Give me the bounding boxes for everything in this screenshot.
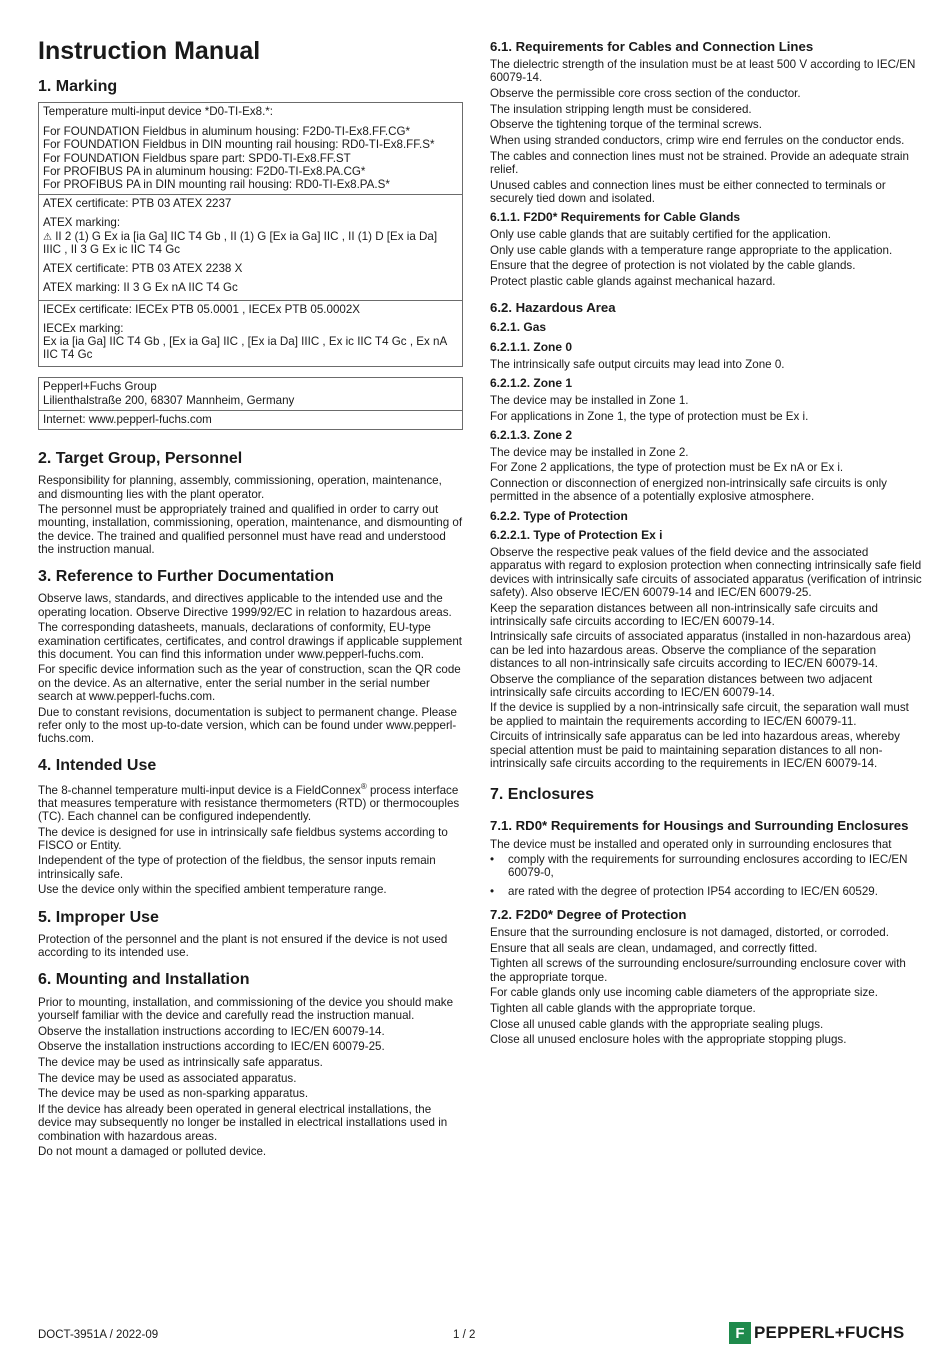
page-number: 1 / 2	[453, 1329, 476, 1341]
section-enclosures-heading: 7. Enclosures	[490, 785, 595, 803]
paragraph: For Zone 2 applications, the type of protection must be Ex nA or Ex i.	[490, 461, 844, 475]
section-degree-of-protection-heading: 7.2. F2D0* Degree of Protection	[490, 906, 687, 922]
paragraph: If the device is supplied by a non-intrinsically safe circuit, the separation wall must be applied to maintain the requirements according to IEC/EN 60079-11.	[490, 701, 909, 728]
paragraph: Observe the permissible core cross section of the conductor.	[490, 87, 801, 101]
paragraph: The dielectric strength of the insulation must be at least 500 V according to IEC/EN 60079-14.	[490, 58, 916, 85]
paragraph: Close all unused cable glands with the appropriate sealing plugs.	[490, 1017, 824, 1031]
atex-certificate-2: ATEX certificate: PTB 03 ATEX 2238 X	[43, 262, 243, 276]
section-hazardous-area-heading: 6.2. Hazardous Area	[490, 300, 616, 316]
section-cables-heading: 6.1. Requirements for Cables and Connection Lines	[490, 39, 814, 54]
paragraph: Responsibility for planning, assembly, commissioning, operation, maintenance, and dismounting lies with the plant operator.	[38, 474, 442, 501]
marking-cell-devices	[39, 103, 462, 194]
marking-table	[38, 102, 463, 367]
paragraph: Tighten all screws of the surrounding enclosure/surrounding enclosure cover with the appropriate torque.	[490, 957, 906, 984]
paragraph: Observe the compliance of the separation distances between two adjacent intrinsically safe circuits according to IEC/EN 60079-14.	[490, 672, 873, 699]
paragraph: The device may be used as non-sparking apparatus.	[38, 1087, 309, 1101]
ex-mark-icon: ⚠	[43, 231, 52, 243]
paragraph: The personnel must be appropriately trained and qualified in order to carry out mounting, installation, commissioning, operation, maintenance, and dismounting of the device. The trained and qualified personnel must have read and understood the instruction manual.	[38, 503, 463, 556]
paragraph: Use the device only within the specified ambient temperature range.	[38, 883, 387, 897]
paragraph: Close all unused enclosure holes with the appropriate stopping plugs.	[490, 1033, 847, 1047]
paragraph: The insulation stripping length must be considered.	[490, 102, 752, 116]
paragraph: Independent of the type of protection of the fieldbus, the sensor inputs remain intrinsically safe.	[38, 854, 436, 881]
paragraph: The device may be installed in Zone 1.	[490, 394, 689, 408]
enclosure-requirements-list	[490, 853, 922, 898]
device-line: For FOUNDATION Fieldbus in aluminum housing: F2D0-TI-Ex8.FF.CG*	[43, 125, 411, 139]
section-zone1-heading: 6.2.1.2. Zone 1	[490, 376, 573, 391]
paragraph: For applications in Zone 1, the type of protection must be Ex i.	[490, 409, 809, 423]
paragraph: Observe the installation instructions according to IEC/EN 60079-25.	[38, 1040, 385, 1054]
company-internet: Internet: www.pepperl-fuchs.com	[43, 412, 212, 426]
section-marking-heading: 1. Marking	[38, 77, 118, 95]
atex-marking-1: ⚠ II 2 (1) G Ex ia [ia Ga] IIC T4 Gb , II (1) G [Ex ia Ga] IIC , II (1) D [Ex ia Da] IIIC , II 3 G Ex ic IIC T4 Gc	[43, 229, 438, 256]
paragraph: For specific device information such as the year of construction, scan the QR code on the device. As an alternative, enter the serial number in the serial number search at www.pepperl-fuchs.com.	[38, 663, 461, 703]
document-title: Instruction Manual	[38, 37, 261, 65]
device-line: For FOUNDATION Fieldbus spare part: SPD0-TI-Ex8.FF.ST	[43, 151, 351, 165]
paragraph: The device may be used as associated apparatus.	[38, 1071, 297, 1085]
paragraph: When using stranded conductors, crimp wire end ferrules on the conductor ends.	[490, 134, 905, 148]
paragraph: The 8-channel temperature multi-input device is a FieldConnex® process interface that measures temperature with resistance thermometers (RTD) or thermocouples (TC). Each channel can be configured independently.	[38, 781, 460, 823]
paragraph: The device is designed for use in intrinsically safe fieldbus systems according to FISCO or Entity.	[38, 825, 448, 852]
paragraph: The device must be installed and operated only in surrounding enclosures that	[490, 837, 892, 851]
internet-cell	[39, 410, 462, 429]
section-mounting-heading: 6. Mounting and Installation	[38, 971, 250, 989]
paragraph: Ensure that the degree of protection is not violated by the cable glands.	[490, 259, 856, 273]
paragraph: The intrinsically safe output circuits may lead into Zone 0.	[490, 358, 785, 372]
paragraph: The device may be used as intrinsically safe apparatus.	[38, 1056, 323, 1070]
company-logo	[729, 1322, 904, 1344]
paragraph: Observe laws, standards, and directives applicable to the intended use and the operating location. Observe Directive 1999/92/EC in relation to hazardous areas.	[38, 592, 452, 619]
paragraph: Only use cable glands that are suitably certified for the application.	[490, 228, 831, 241]
address-cell	[39, 378, 462, 409]
paragraph: The corresponding datasheets, manuals, declarations of conformity, EU-type examination certificates, certificates, and control drawings if applicable supplement this document. You can find this information under www.pepperl-fuchs.com.	[38, 621, 463, 661]
paragraph: Only use cable glands with a temperature range appropriate to the application.	[490, 243, 893, 257]
section-housings-heading: 7.1. RD0* Requirements for Housings and Surrounding Enclosures	[490, 818, 909, 834]
atex-marking-2: ATEX marking: II 3 G Ex nA IIC T4 Gc	[43, 281, 238, 295]
section-cable-glands-heading: 6.1.1. F2D0* Requirements for Cable Glands	[490, 210, 741, 225]
paragraph: The cables and connection lines must not be strained. Provide an adequate strain relief.	[490, 149, 909, 177]
marking-cell-atex	[39, 194, 462, 299]
paragraph: Due to constant revisions, documentation is subject to permanent change. Please refer only to the most up-to-date version, which can be found under www.pepperl-fuchs.com.	[38, 705, 457, 745]
device-line: Temperature multi-input device *D0-TI-Ex8.*:	[43, 104, 274, 118]
paragraph: Keep the separation distances between all non-intrinsically safe circuits and intrinsically safe circuits according to IEC/EN 60079-14.	[490, 601, 878, 628]
marking-cell-iecex	[39, 300, 462, 367]
device-line: For PROFIBUS PA in aluminum housing: F2D0-TI-Ex8.PA.CG*	[43, 164, 366, 178]
section-type-of-protection-heading: 6.2.2. Type of Protection	[490, 508, 628, 523]
paragraph: Ensure that all seals are clean, undamaged, and correctly fitted.	[490, 941, 818, 955]
paragraph: Observe the respective peak values of the field device and the associated apparatus with regard to explosion protection when connecting intrinsically safe field devices with intrinsically safe circuits of associated apparatus (verification of intrinsic safety). Also observe IEC/EN 60079-14 and IEC/EN 60079-25.	[490, 546, 922, 599]
paragraph: Do not mount a damaged or polluted device.	[38, 1145, 267, 1159]
list-item: • comply with the requirements for surrounding enclosures according to IEC/EN 60079-0,	[490, 853, 908, 880]
document-code: DOCT-3951A / 2022-09	[38, 1329, 159, 1341]
section-improper-use-heading: 5. Improper Use	[38, 908, 159, 926]
section-zone2-heading: 6.2.1.3. Zone 2	[490, 427, 573, 442]
paragraph: Connection or disconnection of energized non-intrinsically safe circuits is only permitted in the absence of a potentially explosive atmosphere.	[490, 477, 887, 504]
paragraph: Prior to mounting, installation, and commissioning of the device you should make yourself familiar with the device and carefully read the instruction manual.	[38, 995, 454, 1022]
iecex-certificate: IECEx certificate: IECEx PTB 05.0001 , IECEx PTB 05.0002X	[43, 302, 361, 316]
address-table	[38, 377, 463, 430]
section-target-group-heading: 2. Target Group, Personnel	[38, 449, 243, 467]
left-column	[38, 36, 463, 1161]
device-line: For PROFIBUS PA in DIN mounting rail housing: RD0-TI-Ex8.PA.S*	[43, 177, 390, 191]
logo-mark-icon: F	[729, 1322, 751, 1344]
paragraph: Tighten all cable glands with the appropriate torque.	[490, 1002, 756, 1015]
atex-certificate-1: ATEX certificate: PTB 03 ATEX 2237	[43, 197, 232, 211]
list-item: • are rated with the degree of protection IP54 according to IEC/EN 60529.	[490, 884, 878, 898]
section-gas-heading: 6.2.1. Gas	[490, 320, 547, 335]
paragraph: For cable glands only use incoming cable diameters of the appropriate size.	[490, 986, 878, 1000]
paragraph: Intrinsically safe circuits of associated apparatus (installed in non-hazardous area) can be led into hazardous areas. Observe the compliance of the separation distances to all non-intrinsically safe circuits according to IEC/EN 60079-14.	[490, 630, 911, 670]
section-intended-use-heading: 4. Intended Use	[38, 757, 157, 775]
right-column	[490, 36, 922, 1049]
iecex-marking: Ex ia [ia Ga] IIC T4 Gb , [Ex ia Ga] IIC , [Ex ia Da] IIIC , Ex ic IIC T4 Gc , Ex nA IIC T4 Gc	[43, 334, 447, 362]
iecex-marking-label: IECEx marking:	[43, 321, 124, 335]
paragraph: Circuits of intrinsically safe apparatus can be led into hazardous areas, whereby special attention must be paid to maintaining separation distances to all non-intrinsically safe circuits according to the requirements in IEC/EN 60079-14.	[490, 730, 900, 770]
paragraph: Protection of the personnel and the plant is not ensured if the device is not used according to its intended use.	[38, 932, 448, 960]
company-street: Lilienthalstraße 200, 68307 Mannheim, Germany	[43, 393, 295, 407]
section-documentation-heading: 3. Reference to Further Documentation	[38, 568, 335, 586]
paragraph: Observe the installation instructions according to IEC/EN 60079-14.	[38, 1024, 385, 1038]
section-zone0-heading: 6.2.1.1. Zone 0	[490, 340, 573, 355]
paragraph: Unused cables and connection lines must be either connected to terminals or securely tied down and isolated.	[490, 178, 886, 205]
paragraph: If the device has already been operated in general electrical installations, the device may subsequently no longer be installed in electrical installations used in combination with hazardous areas.	[38, 1103, 448, 1143]
section-ex-i-heading: 6.2.2.1. Type of Protection Ex i	[490, 528, 663, 543]
atex-marking-label: ATEX marking:	[43, 216, 121, 230]
paragraph: Protect plastic cable glands against mechanical hazard.	[490, 275, 776, 289]
device-line: For FOUNDATION Fieldbus in DIN mounting rail housing: RD0-TI-Ex8.FF.S*	[43, 138, 435, 152]
paragraph: Observe the tightening torque of the terminal screws.	[490, 118, 762, 132]
paragraph: The device may be installed in Zone 2.	[490, 445, 689, 459]
logo-text: PEPPERL+FUCHS	[754, 1323, 905, 1342]
paragraph: Ensure that the surrounding enclosure is not damaged, distorted, or corroded.	[490, 925, 889, 939]
company-name: Pepperl+Fuchs Group	[43, 380, 157, 394]
